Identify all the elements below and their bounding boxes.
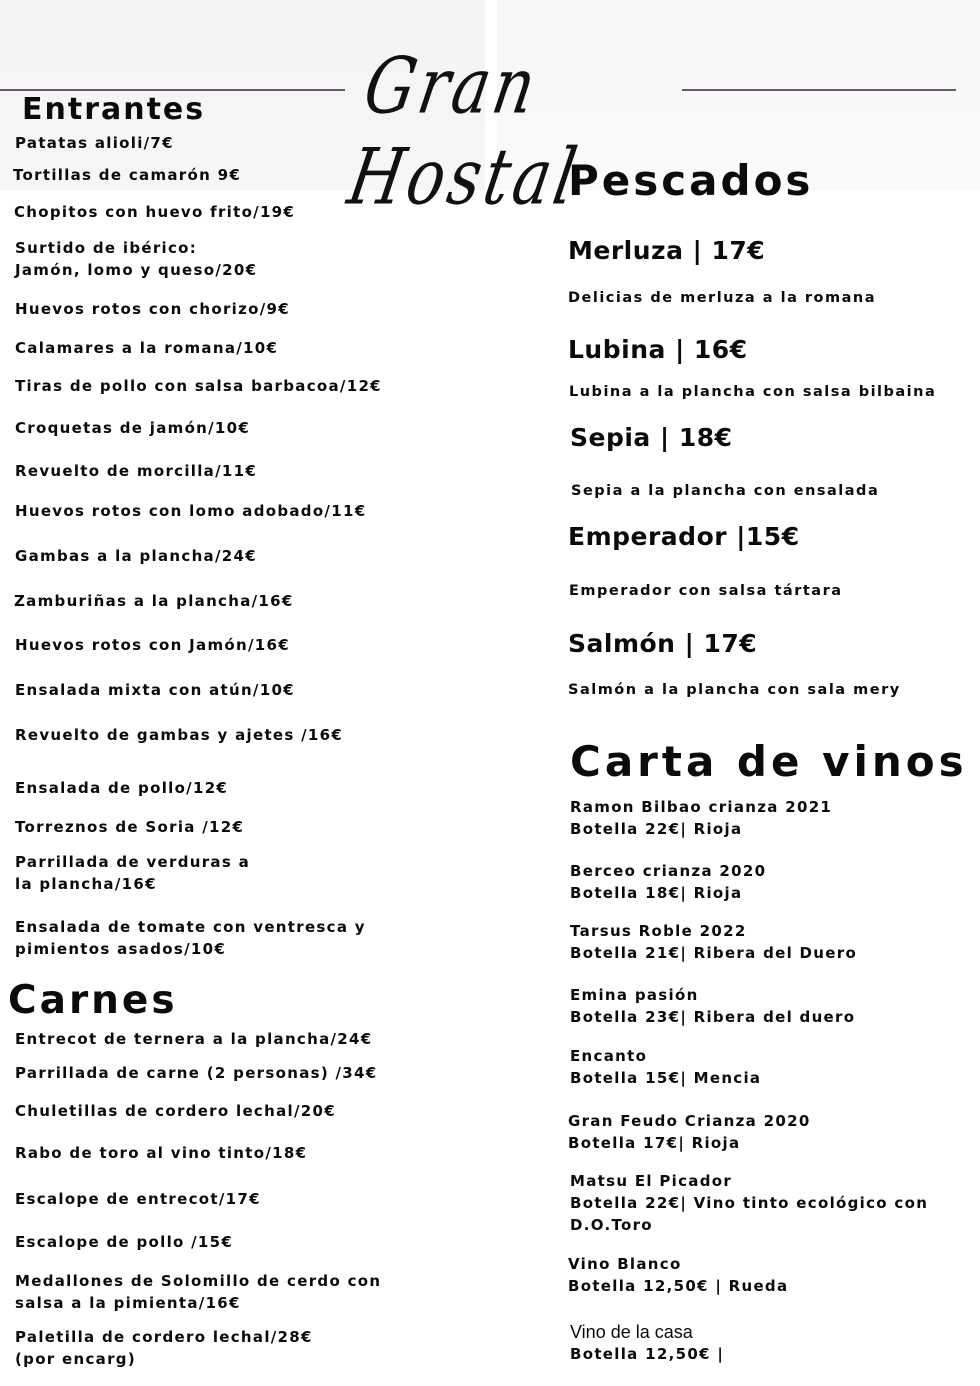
menu-item: Chuletillas de cordero lechal/20€ [15,1102,336,1120]
menu-item: Torreznos de Soria /12€ [15,818,245,836]
menu-item: Entrecot de ternera a la plancha/24€ [15,1030,373,1048]
menu-item: Patatas alioli/7€ [15,134,174,152]
menu-item: Tortillas de camarón 9€ [13,166,242,184]
menu-item: Huevos rotos con chorizo/9€ [15,300,290,318]
menu-item: Parrillada de carne (2 personas) /34€ [15,1064,378,1082]
menu-item: Zamburiñas a la plancha/16€ [14,592,294,610]
wine-item: Gran Feudo Crianza 2020 Botella 17€| Rioja [568,1112,811,1152]
menu-item: Croquetas de jamón/10€ [15,419,251,437]
header-rule-left [0,89,345,91]
menu-item: Ensalada de tomate con ventresca y pimientos asados/10€ [15,918,366,958]
wine-item: Tarsus Roble 2022 Botella 21€| Ribera del Duero [570,922,858,962]
fish-description: Sepia a la plancha con ensalada [571,483,880,499]
menu-item: Escalope de pollo /15€ [15,1233,234,1251]
wine-item: Encanto Botella 15€| Mencia [570,1047,762,1087]
menu-item: Parrillada de verduras a la plancha/16€ [15,853,251,893]
wine-item: Matsu El Picador Botella 22€| Vino tinto ecológico con D.O.Toro [570,1172,929,1234]
fish-title: Salmón | 17€ [568,629,758,658]
fish-title: Sepia | 18€ [570,423,733,452]
menu-item: Huevos rotos con lomo adobado/11€ [15,502,367,520]
menu-item: Huevos rotos con Jamón/16€ [15,636,290,654]
menu-item: Medallones de Solomillo de cerdo con salsa a la pimienta/16€ [15,1272,382,1312]
menu-item: Rabo de toro al vino tinto/18€ [15,1144,308,1162]
wine-item: Vino de la casa Botella 12,50€ | [570,1322,725,1363]
menu-item: Paletilla de cordero lechal/28€ (por encarg) [15,1328,313,1368]
menu-item: Calamares a la romana/10€ [15,339,279,357]
section-heading-entrantes: Entrantes [22,92,206,127]
restaurant-logo: Gran Hostal [341,39,587,223]
menu-item: Ensalada de pollo/12€ [15,779,229,797]
section-heading-carnes: Carnes [8,978,178,1023]
section-heading-vinos: Carta de vinos [570,737,968,786]
fish-title: Lubina | 16€ [568,335,748,364]
section-heading-pescados: Pescados [568,156,814,205]
menu-item: Revuelto de gambas y ajetes /16€ [15,726,344,744]
menu-item: Surtido de ibérico: Jamón, lomo y queso/20€ [15,239,258,279]
wine-item: Berceo crianza 2020 Botella 18€| Rioja [570,862,767,902]
menu-item: Ensalada mixta con atún/10€ [15,681,295,699]
wine-item: Emina pasión Botella 23€| Ribera del duero [570,986,856,1026]
fish-description: Salmón a la plancha con sala mery [568,682,901,698]
wine-item: Ramon Bilbao crianza 2021 Botella 22€| Rioja [570,798,833,838]
menu-item: Tiras de pollo con salsa barbacoa/12€ [15,377,382,395]
menu-item: Chopitos con huevo frito/19€ [14,203,296,221]
menu-item: Revuelto de morcilla/11€ [15,462,258,480]
fish-description: Lubina a la plancha con salsa bilbaina [569,384,937,400]
wine-item: Vino Blanco Botella 12,50€ | Rueda [568,1255,789,1295]
fish-description: Delicias de merluza a la romana [568,290,877,306]
fish-title: Emperador |15€ [568,522,800,551]
menu-item: Gambas a la plancha/24€ [15,547,257,565]
menu-item: Escalope de entrecot/17€ [15,1190,261,1208]
fish-title: Merluza | 17€ [568,236,766,265]
header-rule-right [682,89,956,91]
fish-description: Emperador con salsa tártara [569,583,843,599]
